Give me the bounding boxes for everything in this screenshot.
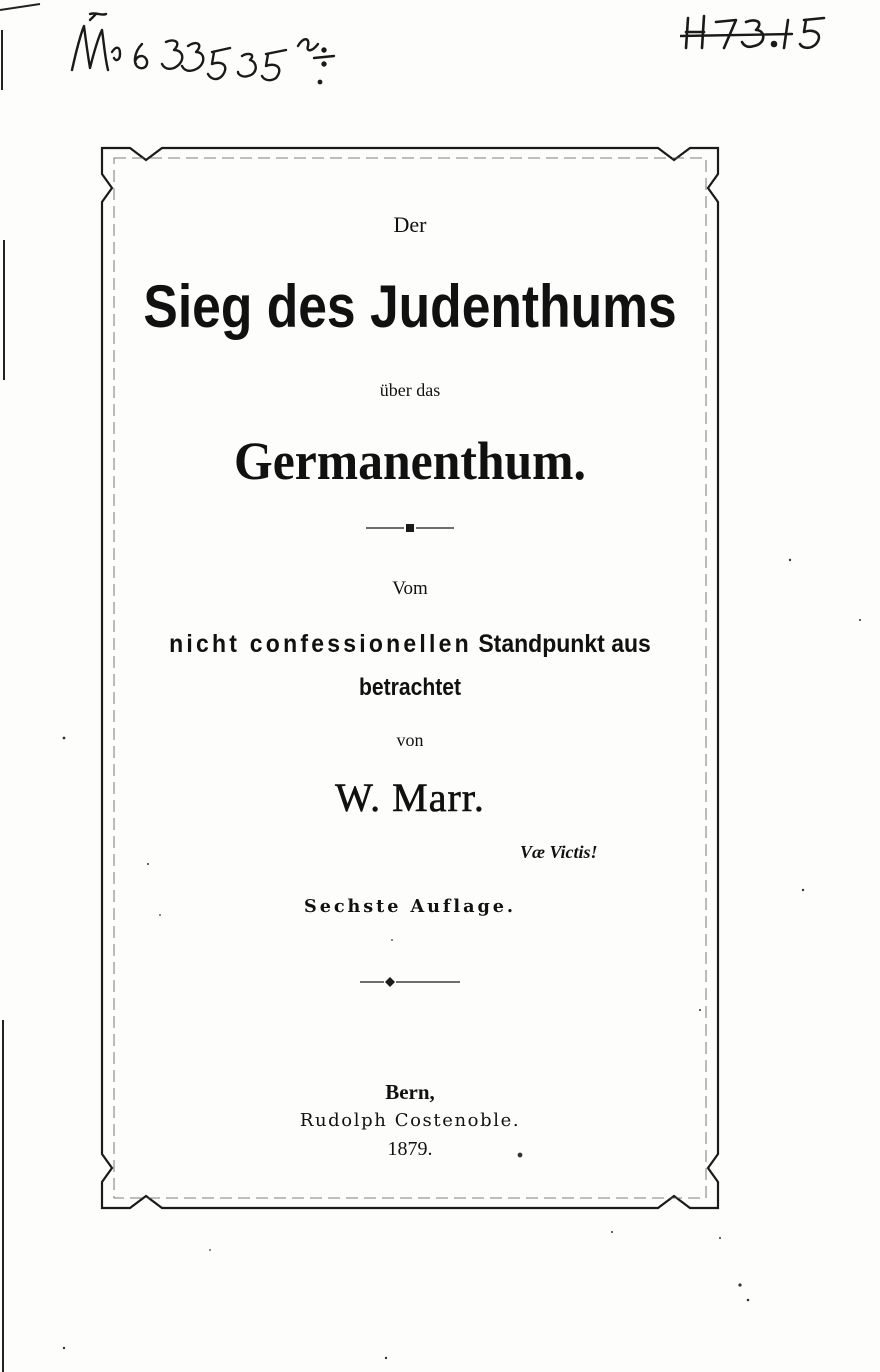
imprint-publisher: Rudolph Costenoble. <box>299 1110 521 1131</box>
handwritten-shelfmark-right <box>680 8 850 56</box>
secondary-title: Germanenthum. <box>234 431 586 491</box>
subtitle-line-1 <box>125 630 695 659</box>
main-title: Sieg des Judenthums <box>143 273 677 340</box>
subtitle-rest-part: Standpunkt aus <box>471 630 651 658</box>
subtitle-spaced-part: nicht confessionellen <box>169 630 472 658</box>
title-line-ueber-das: über das <box>379 380 441 400</box>
motto: Væ Victis! <box>520 842 598 862</box>
subtitle-line-vom: Vom <box>392 578 428 599</box>
handwritten-shelfmark-left <box>62 12 352 92</box>
imprint-year: 1879. <box>387 1138 433 1160</box>
imprint-place: Bern, <box>385 1080 435 1104</box>
subtitle-line-2: betrachtet <box>358 674 462 701</box>
ornamental-rule-top <box>360 520 460 536</box>
title-line-der: Der <box>393 212 427 237</box>
byline-von: von <box>396 730 424 750</box>
ornamental-rule-bottom <box>356 974 466 990</box>
author-name: W. Marr. <box>335 775 485 820</box>
edition-statement: Sechste Auflage. <box>304 896 516 917</box>
